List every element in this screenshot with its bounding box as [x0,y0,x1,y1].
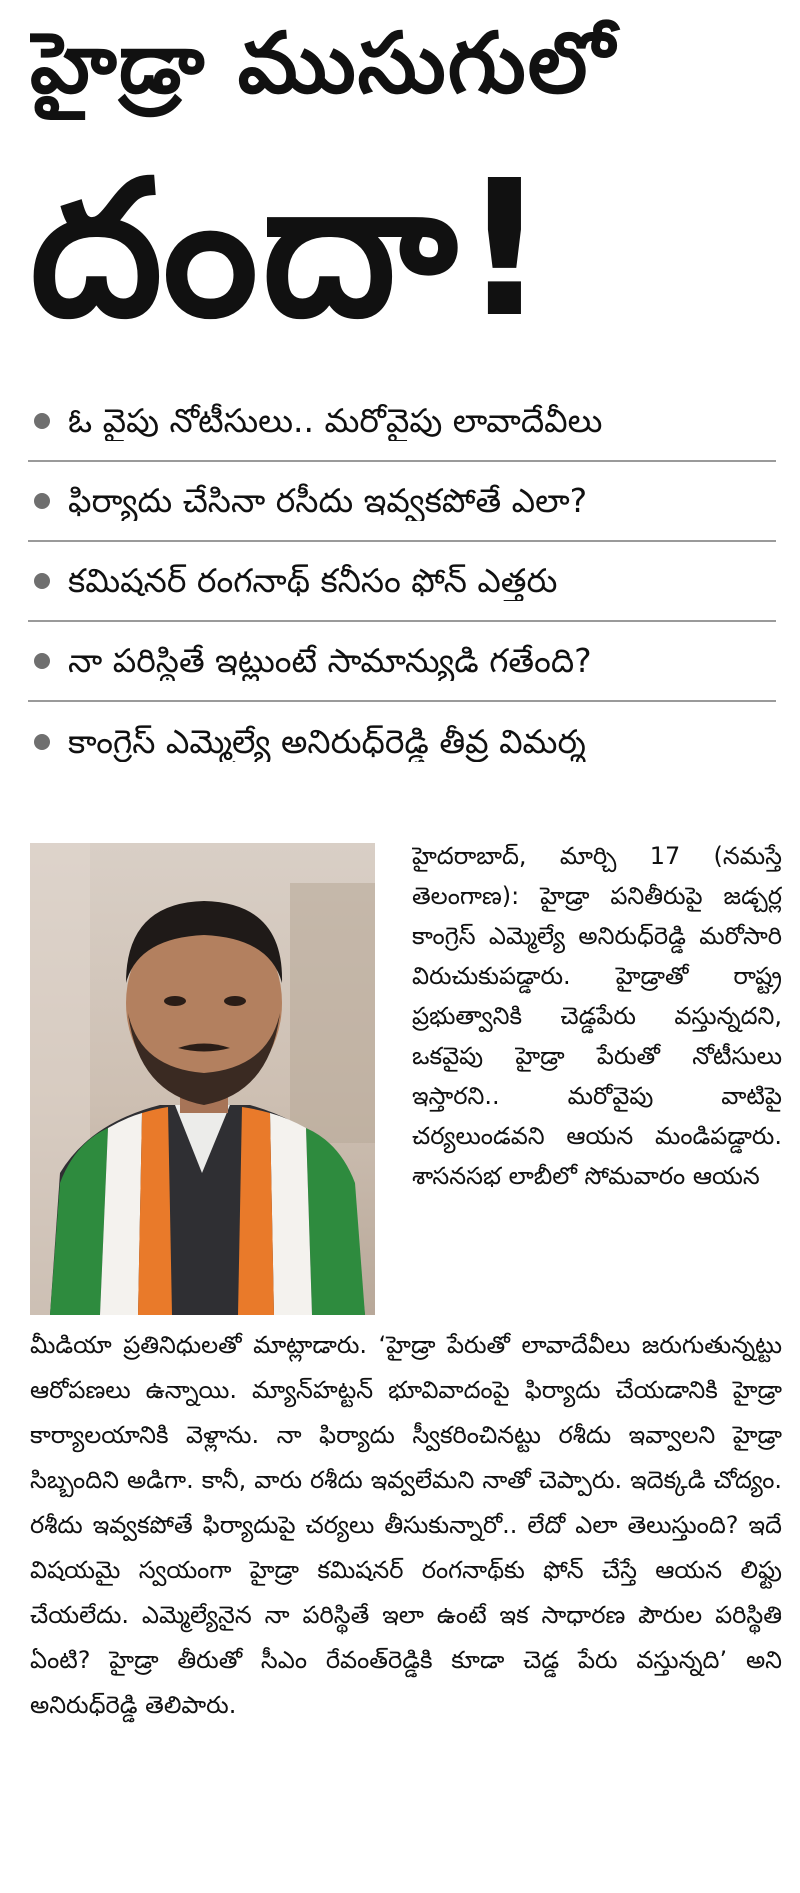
mla-portrait-photo [30,843,375,1315]
list-item [28,702,776,782]
headline-line-1: హైడ్రా ముసుగులో [30,14,617,112]
list-item [28,542,776,622]
bullet-text: నా పరిస్థితే ఇట్లుంటే సామాన్యుడి గతేంది? [68,641,592,680]
bullet-text: కాంగ్రెస్ ఎమ్మెల్యే అనిరుధ్‌రెడ్డి తీవ్ర విమర్శ [68,722,586,761]
list-item [28,382,776,462]
portrait-illustration [30,843,375,1315]
bullet-text: ఓ వైపు నోటీసులు.. మరోవైపు లావాదేవీలు [68,401,603,440]
bullet-dot-icon [34,573,50,589]
bullet-dot-icon [34,653,50,669]
article-lede: హైదరాబాద్, మార్చి 17 (నమస్తే తెలంగాణ): హైడ్రా పనితీరుపై జడ్చర్ల కాంగ్రెస్ ఎమ్మెల్యే అనిరుధ్‌రెడ్డి మరోసారి విరుచుకుపడ్డారు. హైడ్రాతో రాష్ట్ర ప్రభుత్వానికి చెడ్డపేరు వస్తున్నదని, ఒకవైపు హైడ్రా పేరుతో నోటీసులు ఇస్తారని.. మరోవైపు వాటిపై చర్యలుండవని ఆయన మండిపడ్డారు. శాసనసభ లాబీలో సోమవారం ఆయన [412,842,782,1190]
bullet-list [28,382,776,782]
bullet-dot-icon [34,734,50,750]
article-body: మీడియా ప్రతినిధులతో మాట్లాడారు. ‘హైడ్రా పేరుతో లావాదేవీలు జరుగుతున్నట్టు ఆరోపణలు ఉన్నాయి. మ్యాన్‌హట్టన్ భూవివాదంపై ఫిర్యాదు చేయడానికి హైడ్రా కార్యాలయానికి వెళ్లాను. నా ఫిర్యాదు స్వీకరించినట్టు రశీదు ఇవ్వాలని హైడ్రా సిబ్బందిని అడిగా. కానీ, వారు రశీదు ఇవ్వలేమని నాతో చెప్పారు. ఇదెక్కడి చోద్యం. రశీదు ఇవ్వకపోతే ఫిర్యాదుపై చర్యలు తీసుకున్నారో.. లేదో ఎలా తెలుస్తుంది? ఇదే విషయమై స్వయంగా హైడ్రా కమిషనర్ రంగనాథ్‌కు ఫోన్ చేస్తే ఆయన లిఫ్టు చేయలేదు. ఎమ్మెల్యేనైన నా పరిస్థితే ఇలా ఉంటే ఇక సాధారణ పౌరుల పరిస్థితి ఏంటి? హైడ్రా తీరుతో సీఎం రేవంత్‌రెడ్డికి కూడా చెడ్డ పేరు వస్తున్నది’ అని అనిరుధ్‌రెడ్డి తెలిపారు. [30,1331,782,1719]
bullet-dot-icon [34,493,50,509]
headline-line-2: దందా! [30,140,552,359]
list-item [28,462,776,542]
bullet-text: ఫిర్యాదు చేసినా రసీదు ఇవ్వకపోతే ఎలా? [68,481,588,520]
list-item [28,622,776,702]
bullet-dot-icon [34,413,50,429]
bullet-text: కమిషనర్ రంగనాథ్ కనీసం ఫోన్ ఎత్తరు [68,561,558,600]
